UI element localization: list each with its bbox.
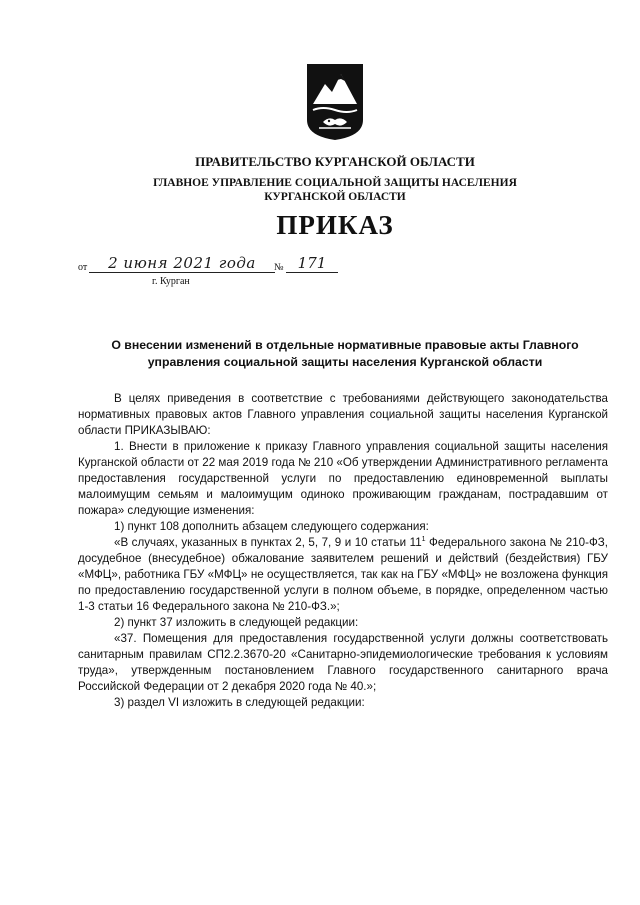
order-body [78, 391, 608, 711]
paragraph-item-1: 1. Внести в приложение к приказу Главного управления социальной защиты населения Курганской области от 22 мая 2019 года № 210 «Об утверждении Административного регламента предоставления государственной услуги по предоставлению единовременной выплаты малоимущим семьям и малоимущим одиноко проживающим гражданам, пострадавшим от пожара» следующие изменения: [78, 440, 608, 517]
order-date: 2 июня 2021 года [89, 254, 275, 273]
number-sign: № [274, 262, 284, 273]
paragraph-quote-1 [78, 535, 608, 615]
paragraph-preamble: В целях приведения в соответствие с требованиями действующего законодательства нормативных правовых актов Главного управления социальной защиты населения Курганской области ПРИКАЗЫВАЮ: [78, 392, 608, 437]
government-title: ПРАВИТЕЛЬСТВО КУРГАНСКОЙ ОБЛАСТИ [195, 154, 475, 169]
date-number-line [78, 256, 358, 286]
quote-1-start: «В случаях, указанных в пунктах 2, 5, 7, 9 и 10 статьи 11 [114, 536, 422, 549]
city-name: г. Курган [152, 276, 190, 287]
paragraph-subitem-1: 1) пункт 108 дополнить абзацем следующего содержания: [114, 520, 429, 533]
department-title-line2: КУРГАНСКОЙ ОБЛАСТИ [264, 191, 406, 203]
order-subject: О внесении изменений в отдельные нормативные правовые акты Главного управления социальной защиты населения Курганской области [111, 338, 579, 369]
quote-1-end: Федерального закона № 210-ФЗ, досудебное (внесудебное) обжалование заявителем решений и действий (бездействия) ГБУ «МФЦ», работника ГБУ «МФЦ» не осуществляется, так как на ГБУ «МФЦ» не возложена функция по предоставлению государственной услуги в полном объеме, в порядке, определенном частью 1-3 статьи 16 Федерального закона № 210-ФЗ.»; [78, 536, 608, 613]
paragraph-subitem-2: 2) пункт 37 изложить в следующей редакции: [114, 616, 359, 629]
article-superscript: 1 [421, 536, 426, 544]
department-title-line1: ГЛАВНОЕ УПРАВЛЕНИЕ СОЦИАЛЬНОЙ ЗАЩИТЫ НАСЕЛЕНИЯ [153, 177, 517, 189]
document-type-title: ПРИКАЗ [276, 210, 394, 240]
coat-of-arms-emblem [305, 62, 365, 142]
date-prefix: от [78, 262, 88, 273]
paragraph-subitem-3: 3) раздел VI изложить в следующей редакции: [114, 696, 365, 709]
paragraph-quote-2: «37. Помещения для предоставления государственной услуги должны соответствовать санитарным правилам СП2.2.3670-20 «Санитарно-эпидемиологические требования к условиям труда», утвержденным постановлением Главного государственного санитарного врача Российской Федерации от 2 декабря 2020 года № 40.»; [78, 632, 608, 693]
order-number: 171 [286, 254, 338, 273]
